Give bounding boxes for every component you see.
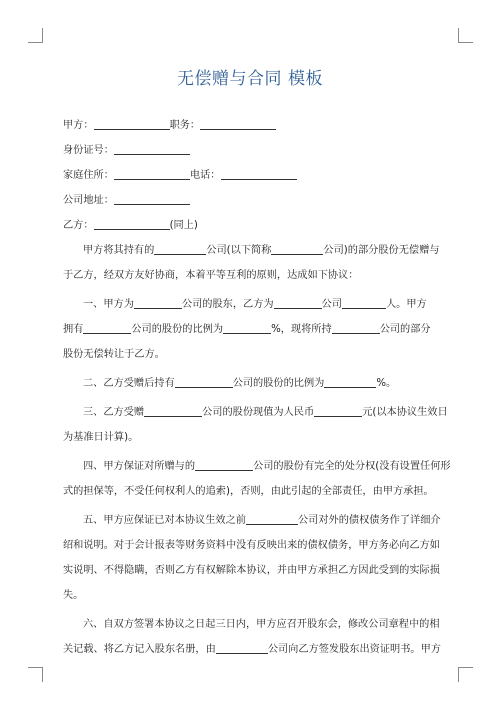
text: 公司(以下简称	[206, 245, 272, 256]
text: %，现将所持	[271, 324, 332, 335]
field-label: 电话：	[189, 170, 221, 181]
blank-line[interactable]	[195, 459, 253, 471]
blank-line[interactable]	[144, 405, 202, 417]
field-label: 家庭住所：	[63, 170, 114, 181]
id-line	[63, 138, 439, 163]
text: 式的担保等，不受任何权利人的追索)，否则，由此引起的全部责任，由甲方承担。	[63, 486, 434, 497]
blank-line[interactable]	[114, 193, 190, 205]
blank-line[interactable]	[246, 513, 298, 525]
text: 三、乙方受赠	[83, 407, 145, 418]
blank-line[interactable]	[154, 243, 206, 255]
page-corner-mark	[458, 28, 473, 43]
text: 实说明、不得隐瞒，否则乙方有权解除本协议，并由甲方承担乙方因此受到的实际损	[63, 565, 440, 576]
company-address-line	[63, 188, 439, 213]
text: 四、甲方保证对所赠与的	[83, 461, 196, 472]
blank-line[interactable]	[200, 118, 276, 130]
paragraph-line	[63, 238, 439, 263]
text: 公司的股份现值为人民币	[202, 407, 315, 418]
text: 拥有	[63, 324, 84, 335]
text: 股份无偿转让于乙方。	[63, 349, 165, 360]
blank-line[interactable]	[114, 143, 190, 155]
blank-line[interactable]	[274, 297, 322, 309]
blank-line[interactable]	[342, 297, 386, 309]
text: 人。甲方	[386, 299, 427, 310]
blank-line[interactable]	[114, 168, 190, 180]
field-label: 职务：	[169, 120, 201, 131]
page-corner-mark	[28, 28, 43, 43]
clause-4-line	[63, 454, 451, 479]
text: %。	[376, 378, 397, 389]
text: 公司的部分	[379, 324, 431, 335]
text: 公司的股份的比例为	[232, 378, 325, 389]
clause-3-line	[63, 400, 448, 425]
blank-line[interactable]	[94, 218, 170, 230]
blank-line[interactable]	[324, 376, 376, 388]
text: 公司)的部分股份无偿赠与	[323, 245, 440, 256]
paragraph-line	[63, 263, 439, 288]
clause-5-line	[63, 533, 439, 558]
field-label: 公司地址：	[63, 195, 114, 206]
text: 为基准日计算)。	[63, 432, 139, 443]
blank-line[interactable]	[223, 322, 271, 334]
clause-3-line	[63, 425, 439, 450]
document-body	[63, 113, 451, 662]
address-line	[63, 163, 439, 188]
text: 绍和说明。对于会计报表等财务资料中没有反映出来的债权债务，甲方务必向乙方如	[63, 540, 440, 551]
clause-5-line	[63, 508, 439, 533]
clause-4-line	[63, 479, 439, 504]
text: 五、甲方应保证已对本协议生效之前	[83, 515, 246, 526]
field-label: 甲方：	[63, 120, 94, 131]
text: 于乙方，经双方友好协商，本着平等互利的原则，达成如下协议：	[63, 270, 359, 281]
party-b-line	[63, 213, 439, 238]
clause-1-line	[63, 292, 439, 317]
blank-line[interactable]	[94, 118, 170, 130]
blank-line[interactable]	[221, 168, 297, 180]
text: 元(以本协议生效日	[362, 407, 448, 418]
field-label: 乙方：	[63, 220, 94, 231]
blank-line[interactable]	[271, 243, 323, 255]
blank-line[interactable]	[314, 405, 362, 417]
clause-5-line	[63, 558, 439, 583]
text: 六、自双方签署本协议之日起三日内，甲方应召开股东会，修改公司章程中的相	[83, 619, 440, 630]
party-a-line	[63, 113, 439, 138]
clause-1-line	[63, 317, 439, 342]
clause-1-line	[63, 342, 439, 367]
clause-2-line	[63, 371, 439, 396]
text: 公司的股份的比例为	[131, 324, 224, 335]
blank-line[interactable]	[216, 642, 268, 654]
blank-line[interactable]	[83, 322, 131, 334]
text: 一、甲方为	[83, 299, 134, 310]
text: 失。	[63, 590, 84, 601]
page-corner-mark	[28, 667, 43, 682]
text: 公司的股东，乙方为	[181, 299, 274, 310]
clause-6-line	[63, 637, 439, 662]
blank-line[interactable]	[134, 297, 182, 309]
text: 二、乙方受赠后持有	[83, 378, 175, 389]
blank-line[interactable]	[332, 322, 380, 334]
page-corner-mark	[458, 667, 473, 682]
text: 公司向乙方签发股东出资证明书。甲方	[267, 644, 441, 655]
text: 公司对外的债权债务作了详细介	[298, 515, 441, 526]
text: 关记载、将乙方记入股东名册，由	[63, 644, 216, 655]
field-label: 身份证号：	[63, 145, 114, 156]
text: 甲方将其持有的	[83, 245, 155, 256]
blank-line[interactable]	[175, 376, 233, 388]
text: 公司	[321, 299, 342, 310]
document-title: 无偿赠与合同 模板	[177, 69, 323, 89]
clause-6-line	[63, 612, 439, 637]
field-note: (同上)	[169, 220, 198, 231]
clause-5-line	[63, 583, 439, 608]
text: 公司的股份有完全的处分权(没有设置任何形	[253, 461, 451, 472]
